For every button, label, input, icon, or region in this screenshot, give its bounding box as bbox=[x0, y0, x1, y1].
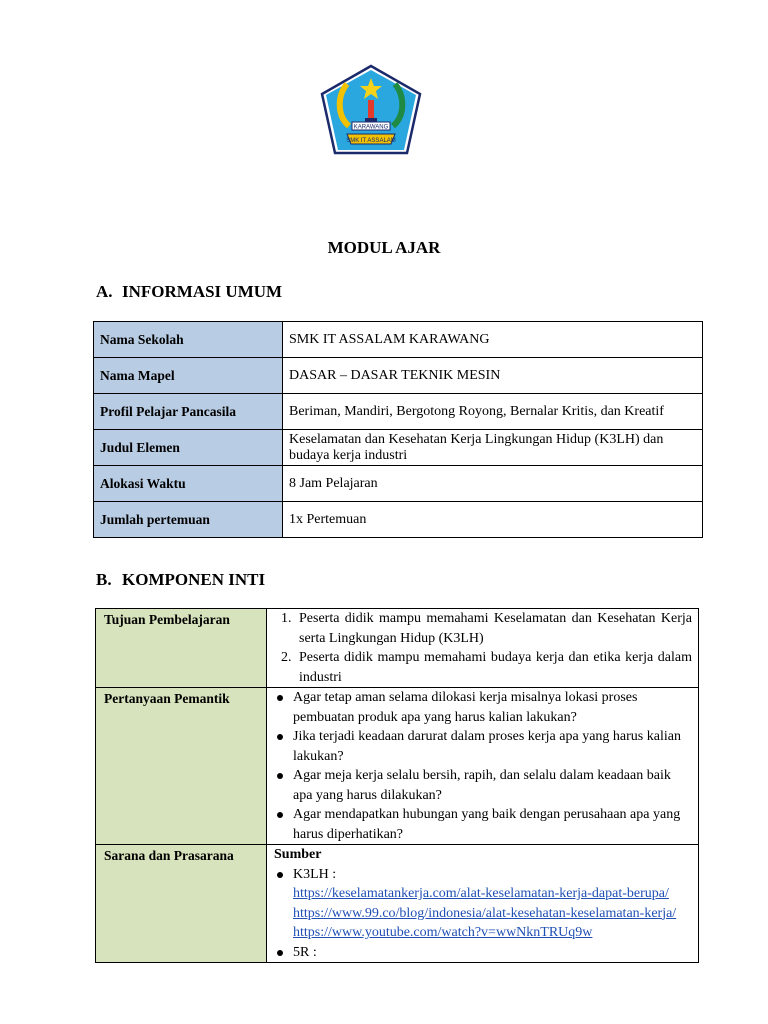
list-item: 5R : bbox=[293, 943, 692, 963]
school-logo bbox=[319, 64, 423, 156]
core-value-sarana bbox=[267, 845, 699, 963]
info-label: Nama Mapel bbox=[94, 358, 283, 394]
list-item: 1. Peserta didik mampu memahami Keselamatan dan Kesehatan Kerja serta Lingkungan Hidup (K3LH) bbox=[295, 609, 692, 648]
table-row bbox=[96, 609, 699, 688]
resource-link[interactable]: https://keselamatankerja.com/alat-keselamatan-kerja-dapat-berupa/ bbox=[293, 886, 669, 901]
table-row bbox=[94, 358, 703, 394]
section-a-letter: A. bbox=[96, 282, 113, 301]
table-row bbox=[94, 430, 703, 466]
table-row bbox=[94, 322, 703, 358]
table-row bbox=[94, 466, 703, 502]
k3lh-label: K3LH : bbox=[293, 866, 337, 882]
info-value: 1x Pertemuan bbox=[283, 502, 703, 538]
list-item bbox=[293, 865, 692, 943]
core-value-pertanyaan bbox=[267, 688, 699, 845]
logo-banner-text: KARAWANG bbox=[353, 124, 389, 131]
resources-list bbox=[271, 865, 692, 963]
resource-link[interactable]: https://www.99.co/blog/indonesia/alat-kesehatan-keselamatan-kerja/ bbox=[293, 905, 677, 921]
general-info-table bbox=[93, 321, 703, 538]
list-item: Agar tetap aman selama dilokasi kerja misalnya lokasi proses pembuatan produk apa yang harus kalian lakukan? bbox=[293, 688, 692, 727]
list-item: 2. Peserta didik mampu memahami budaya kerja dan etika kerja dalam industri bbox=[295, 648, 692, 687]
core-label-sarana: Sarana dan Prasarana bbox=[96, 845, 267, 963]
list-item: Agar mendapatkan hubungan yang baik dengan perusahaan apa yang harus diperhatikan? bbox=[293, 805, 692, 844]
info-label: Profil Pelajar Pancasila bbox=[94, 394, 283, 430]
list-item: Jika terjadi keadaan darurat dalam proses kerja apa yang harus kalian lakukan? bbox=[293, 727, 692, 766]
core-components-table bbox=[95, 608, 699, 963]
info-label: Nama Sekolah bbox=[94, 322, 283, 358]
core-label-tujuan: Tujuan Pembelajaran bbox=[96, 609, 267, 688]
section-b-letter: B. bbox=[96, 570, 112, 589]
core-label-pertanyaan: Pertanyaan Pemantik bbox=[96, 688, 267, 845]
section-a-heading bbox=[96, 282, 282, 302]
table-row bbox=[94, 394, 703, 430]
info-label: Alokasi Waktu bbox=[94, 466, 283, 502]
resource-link[interactable]: https://www.youtube.com/watch?v=wwNknTRUq9w bbox=[293, 925, 593, 940]
logo-ribbon-text: SMK IT ASSALAM bbox=[346, 138, 396, 144]
table-row bbox=[96, 688, 699, 845]
section-b-heading bbox=[96, 570, 265, 590]
info-value: Beriman, Mandiri, Bergotong Royong, Bernalar Kritis, dan Kreatif bbox=[283, 394, 703, 430]
document-title: MODUL AJAR bbox=[327, 238, 441, 257]
section-a-title: INFORMASI UMUM bbox=[122, 282, 283, 301]
questions-list bbox=[271, 688, 692, 844]
info-value: SMK IT ASSALAM KARAWANG bbox=[283, 322, 703, 358]
info-value: 8 Jam Pelajaran bbox=[283, 466, 703, 502]
info-label: Jumlah pertemuan bbox=[94, 502, 283, 538]
info-value: DASAR – DASAR TEKNIK MESIN bbox=[283, 358, 703, 394]
info-label: Judul Elemen bbox=[94, 430, 283, 466]
sumber-heading: Sumber bbox=[274, 847, 322, 862]
info-value: Keselamatan dan Kesehatan Kerja Lingkungan Hidup (K3LH) dan budaya kerja industri bbox=[283, 430, 703, 466]
table-row bbox=[94, 502, 703, 538]
section-b-title: KOMPONEN INTI bbox=[122, 570, 266, 589]
goals-list bbox=[271, 609, 692, 687]
table-row bbox=[96, 845, 699, 963]
core-value-tujuan bbox=[267, 609, 699, 688]
list-item: Agar meja kerja selalu bersih, rapih, dan selalu dalam keadaan baik apa yang harus dilakukan? bbox=[293, 766, 692, 805]
